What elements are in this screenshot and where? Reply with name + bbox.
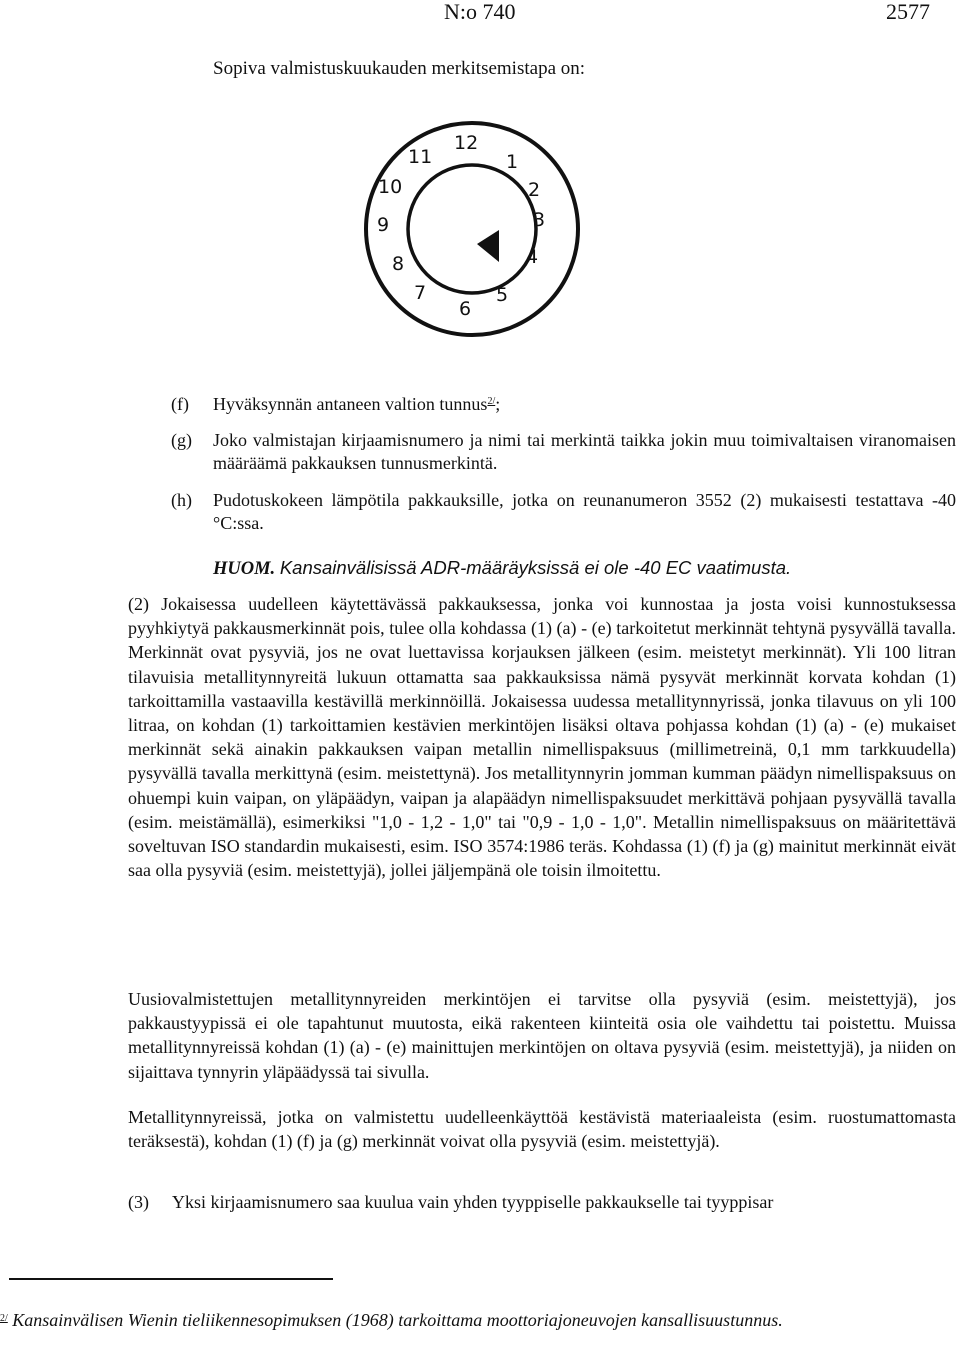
clock-outer-ring <box>366 123 578 335</box>
list-item-label: (h) <box>171 490 192 510</box>
list-item-3 <box>128 1190 956 1214</box>
note <box>213 557 791 580</box>
list-item-label: (f) <box>171 394 189 414</box>
month-clock-diagram <box>358 112 588 348</box>
clock-number: 11 <box>408 146 433 168</box>
footnote-mark: 2/ <box>0 1313 8 1324</box>
list-item-text: Pudotuskokeen lämpötila pakkauksille, jotka on reunanumeron 3552 (2) mukaisesti testattava -40 °C:ssa. <box>213 490 956 533</box>
page-number: 2577 <box>886 0 930 24</box>
footnote-reference[interactable]: 2/ <box>487 396 496 407</box>
list-item-text: Joko valmistajan kirjaamisnumero ja nimi tai merkintä taikka jokin muu toimivaltaisen viranomaisen määräämä pakkauksen tunnusmerkintä. <box>213 430 956 473</box>
document-number: N:o 740 <box>444 0 516 24</box>
clock-number: 7 <box>414 282 427 304</box>
clock-inner-ring <box>408 165 539 293</box>
footnote <box>0 1308 952 1332</box>
list-item-text: Yksi kirjaamisnumero saa kuulua vain yhden tyyppiselle pakkaukselle tai tyyppisar <box>172 1192 774 1212</box>
list-item-label: (3) <box>128 1192 149 1212</box>
clock-number: 5 <box>496 284 509 306</box>
paragraph-2: (2) Jokaisessa uudelleen käytettävässä pakkauksessa, jonka voi kunnostaa ja josta voisi kunnostuksessa pyyhkiytyä pakkausmerkinnät pois, tulee olla kohdassa (1) (a) - (e) tarkoitetut merkinnät tehtynä pysyvällä tavalla. Merkinnät ovat pysyviä, jos ne ovat luettavissa korjauksen jälkeen (esim. meistetyt merkinnät). Yli 100 litran tilavuisia metallitynnyreitä lukuun ottamatta saa pakkauksissa nämä pysyvät merkinnät korvata kohdan (1) tarkoittamilla vastaavilla kestävillä merkinnöillä. Jokaisessa uudessa metallitynnyrissä, jonka tilavuus on yli 100 litraa, on kohdan (1) tarkoittamien kestävien merkintöjen lisäksi oltava pohjassa kohdan (1) (a) - (e) mukaiset merkinnät sekä ainakin pakkauksen vaipan metallin nimellispaksuus (millimetreinä, 0,1 mm tarkkuudella) pysyvällä tavalla merkittynä (esim. meistettynä). Jos metallitynnyrin jomman kumman päädyn nimellispaksuus on ohuempi kuin vaipan, on yläpäädyn, vaipan ja alapäädyn nimellispaksuudet merkittävä pohjaan pysyvällä tavalla (esim. meistämällä), esimerkiksi "1,0 - 1,2 - 1,0" tai "0,9 - 1,0 - 1,0". Metallin nimellispaksuus on määritettävä soveltuvan ISO standardin mukaisesti, esim. ISO 3574:1986 teräs. Kohdassa (1) (f) ja (g) mainitut merkinnät eivät saa olla pysyviä (esim. meistettyjä), jollei jäljempänä ole toisin ilmoitettu. <box>128 594 956 881</box>
note-text: Kansainvälisissä ADR-määräyksissä ei ole -40 EC vaatimusta. <box>279 557 792 578</box>
clock-number: 3 <box>533 209 546 231</box>
clock-number: 8 <box>392 253 405 275</box>
clock-number: 2 <box>528 179 541 201</box>
footnote-text: Kansainvälisen Wienin tieliikennesopimuksen (1968) tarkoittama moottoriajoneuvojen kansallisuustunnus. <box>12 1310 783 1330</box>
paragraph-metallitynnyrit: Metallitynnyreissä, jotka on valmistettu uudelleenkäyttöä kestävistä materiaaleista (esim. ruostumattomasta teräksestä), kohdan (1) (f) ja (g) merkinnät voivat olla pysyviä (esim. meistettyjä). <box>128 1107 956 1152</box>
clock-number: 1 <box>506 151 519 173</box>
list-item-label: (g) <box>171 430 192 450</box>
paragraph-uusiovalmistetut: Uusiovalmistettujen metallitynnyreiden merkintöjen ei tarvitse olla pysyviä (esim. meistettyjä), jos pakkaustyypissä ei ole tapahtunut muutosta, eikä rakenteen kiinteitä osia ole vaihdettu tai poistettu. Muissa metallitynnyreissä kohdan (1) (a) - (e) mainittujen merkintöjen on oltava pysyviä (esim. meistettyjä), ja niiden on sijaittava tynnyrin yläpäädyssä tai sivulla. <box>128 989 956 1082</box>
intro-text: Sopiva valmistuskuukauden merkitsemistapa on: <box>213 58 586 79</box>
clock-number: 9 <box>377 214 390 236</box>
clock-number: 12 <box>454 132 479 154</box>
footnote-divider <box>9 1278 333 1280</box>
clock-number: 10 <box>378 176 403 198</box>
clock-number: 4 <box>526 246 539 268</box>
arrow-pointer-icon <box>477 230 499 262</box>
list-item-text: Hyväksynnän antaneen valtion tunnus$^{2/}$; <box>213 394 501 414</box>
note-label: HUOM. <box>213 559 276 579</box>
clock-number: 6 <box>459 298 472 320</box>
